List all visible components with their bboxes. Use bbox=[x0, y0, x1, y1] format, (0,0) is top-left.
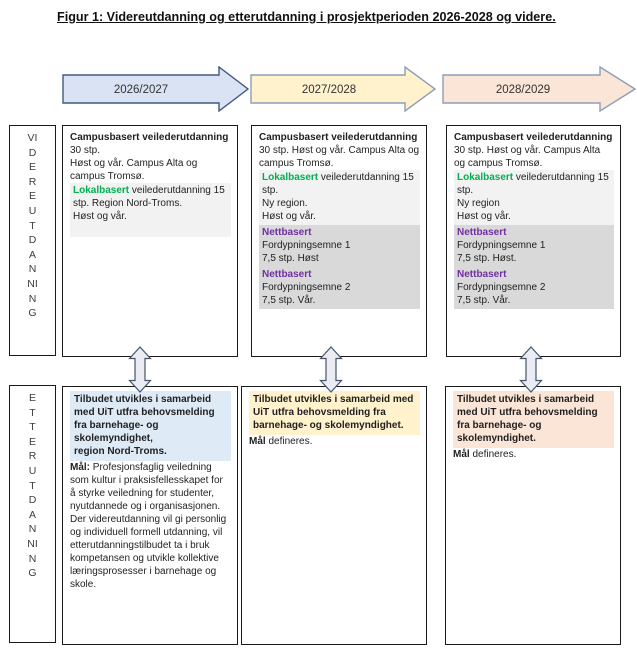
nettbasert-block-1 bbox=[454, 225, 614, 267]
goal-lead: Mål: bbox=[70, 462, 90, 473]
campusbasert-mid: 30 stp. bbox=[70, 145, 101, 156]
videreutdanning-box-2028-2029 bbox=[446, 125, 621, 357]
row-label-etterutdanning bbox=[9, 385, 56, 643]
nettbasert-block-2 bbox=[454, 267, 614, 309]
goal-paragraph bbox=[70, 461, 231, 513]
lokalbasert-block bbox=[454, 170, 614, 225]
timeline-arrow-label: 2027/2028 bbox=[301, 84, 357, 96]
goal-rest: defineres. bbox=[469, 449, 517, 460]
double-arrow-shape-icon bbox=[521, 347, 542, 392]
row-label-videreutdanning bbox=[9, 125, 56, 356]
highlight-paragraph: Tilbudet utvikles i samarbeid med UiT utfra behovsmelding fra barnehage- og skolemyndighet. bbox=[249, 391, 420, 435]
double-arrow-shape-icon bbox=[130, 347, 151, 392]
nettbasert-lead: Nettbasert bbox=[262, 269, 312, 280]
lokalbasert-line3: Høst og vår. bbox=[457, 211, 511, 222]
highlight-line1: Tilbudet utvikles i samarbeid med UiT utfra behovsmelding fra barnehage- og skolemyndighet, bbox=[74, 394, 215, 444]
lokalbasert-rest: veilederutdanning 15 stp. bbox=[457, 172, 609, 196]
campusbasert-lead: Campusbasert veilederutdanning bbox=[259, 132, 418, 143]
goal-lead: Mål bbox=[453, 449, 470, 460]
timeline-arrow-2026-2027 bbox=[62, 66, 250, 112]
goal-paragraph bbox=[249, 435, 420, 448]
campusbasert-paragraph bbox=[259, 131, 420, 170]
nettbasert-block-1 bbox=[259, 225, 420, 267]
highlight-paragraph bbox=[70, 391, 231, 461]
nettbasert-block-2 bbox=[259, 267, 420, 309]
double-arrow-shape-icon bbox=[321, 347, 342, 392]
lokalbasert-line2: Ny region. bbox=[262, 198, 308, 209]
campusbasert-paragraph bbox=[70, 131, 231, 183]
campusbasert-lead: Campusbasert veilederutdanning bbox=[454, 132, 613, 143]
nettbasert-lead: Nettbasert bbox=[457, 269, 507, 280]
nettbasert-line2: Fordypningsemne 2 bbox=[457, 282, 546, 293]
timeline-arrow-label: 2028/2029 bbox=[495, 84, 551, 96]
row-label-text: VIDEREUTDANNING bbox=[27, 132, 38, 320]
double-arrow-connector-icon bbox=[127, 346, 153, 393]
lokalbasert-block bbox=[70, 183, 231, 237]
nettbasert-line3: 7,5 stp. Høst bbox=[262, 253, 319, 264]
nettbasert-line2: Fordypningsemne 2 bbox=[262, 282, 351, 293]
development-paragraph: Der videreutdanning vil gi personlig og individuell formell utdanning, vil etterutdanningstilbudet ta i bruk kompetansen og utvikle kollektive læringsprosesser i barnehage og skole. bbox=[70, 514, 227, 590]
lokalbasert-block bbox=[259, 170, 420, 225]
goal-paragraph bbox=[453, 448, 614, 461]
lokalbasert-line2: Høst og vår. bbox=[73, 211, 127, 222]
campusbasert-rest: Høst og vår. Campus Alta og campus Tromsø. bbox=[70, 158, 198, 182]
lokalbasert-line2: Ny region bbox=[457, 198, 500, 209]
goal-rest: defineres. bbox=[265, 436, 313, 447]
lokalbasert-lead: Lokalbasert bbox=[457, 172, 514, 183]
row-label-text: ETTERUTDANNING bbox=[27, 392, 38, 580]
lokalbasert-rest: veilederutdanning 15 stp. Region Nord-Troms. bbox=[73, 185, 225, 209]
nettbasert-line2: Fordypningsemne 1 bbox=[457, 240, 546, 251]
campusbasert-rest: 30 stp. Høst og vår. Campus Alta og campus Tromsø. bbox=[454, 145, 601, 169]
videreutdanning-box-2026-2027 bbox=[62, 125, 238, 357]
nettbasert-line2: Fordypningsemne 1 bbox=[262, 240, 351, 251]
goal-rest: Profesjonsfaglig veiledning som kultur i praksisfellesskapet for å styrke veiledning for studenter, nyutdannede og i organisasjonen. bbox=[70, 462, 223, 512]
timeline-arrow-2028-2029 bbox=[442, 66, 637, 112]
campusbasert-paragraph bbox=[454, 131, 614, 170]
figure-title: Figur 1: Videreutdanning og etterutdanning i prosjektperioden 2026-2028 og videre. bbox=[57, 10, 556, 24]
lokalbasert-lead: Lokalbasert bbox=[73, 185, 130, 196]
videreutdanning-box-2027-2028 bbox=[251, 125, 427, 357]
nettbasert-line3: 7,5 stp. Vår. bbox=[457, 295, 511, 306]
etterutdanning-box-2028-2029 bbox=[445, 386, 621, 645]
etterutdanning-box-2027-2028 bbox=[241, 386, 427, 645]
lokalbasert-lead: Lokalbasert bbox=[262, 172, 319, 183]
double-arrow-connector-icon bbox=[518, 346, 544, 393]
timeline-arrow-2027-2028 bbox=[250, 66, 437, 112]
goal-lead: Mål bbox=[249, 436, 266, 447]
nettbasert-lead: Nettbasert bbox=[262, 227, 312, 238]
nettbasert-line3: 7,5 stp. Høst. bbox=[457, 253, 517, 264]
etterutdanning-box-2026-2027 bbox=[62, 386, 238, 645]
nettbasert-lead: Nettbasert bbox=[457, 227, 507, 238]
highlight-paragraph: Tilbudet utvikles i samarbeid med UiT utfra behovsmelding fra barnehage- og skolemyndighet. bbox=[453, 391, 614, 448]
lokalbasert-rest: veilederutdanning 15 stp. bbox=[262, 172, 414, 196]
nettbasert-line3: 7,5 stp. Vår. bbox=[262, 295, 316, 306]
highlight-line2: region Nord-Troms. bbox=[74, 446, 167, 457]
lokalbasert-line3: Høst og vår. bbox=[262, 211, 316, 222]
campusbasert-rest: 30 stp. Høst og vår. Campus Alta og campus Tromsø. bbox=[259, 145, 420, 169]
double-arrow-connector-icon bbox=[318, 346, 344, 393]
timeline-arrow-label: 2026/2027 bbox=[113, 84, 169, 96]
campusbasert-lead: Campusbasert veilederutdanning bbox=[70, 132, 229, 143]
